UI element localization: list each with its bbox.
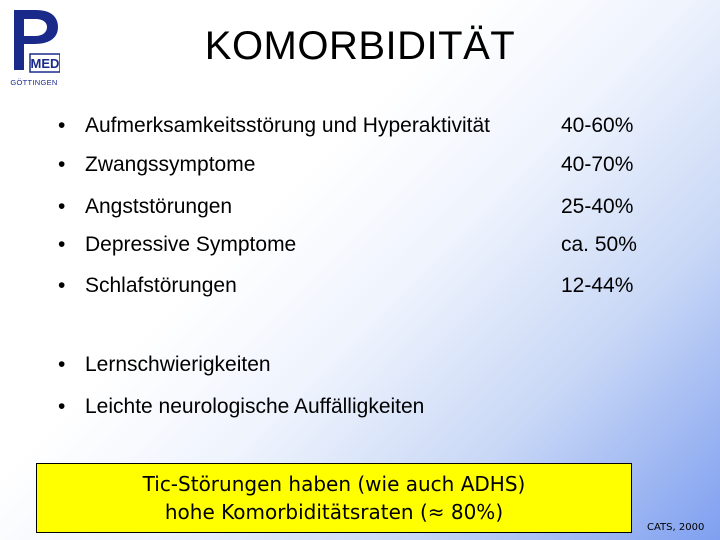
- item-value: ca. 50%: [561, 233, 637, 256]
- item-label: Depressive Symptome: [85, 233, 297, 256]
- footer-credit: CATS, 2000: [647, 522, 705, 533]
- bullet-icon: •: [58, 153, 66, 176]
- logo-caption: GÖTTINGEN: [10, 78, 58, 87]
- item-value: 25-40%: [561, 195, 634, 218]
- slide-title: KOMORBIDITÄT: [204, 24, 516, 68]
- item-label: Angststörungen: [85, 195, 233, 218]
- item-value: 40-70%: [561, 153, 634, 176]
- svg-text:MED: MED: [30, 56, 60, 71]
- item-label: Leichte neurologische Auffälligkeiten: [85, 395, 425, 418]
- highlight-box: [36, 463, 632, 533]
- bullet-icon: •: [58, 395, 66, 418]
- item-label: Schlafstörungen: [85, 274, 237, 297]
- item-label: Lernschwierigkeiten: [85, 353, 271, 376]
- item-label: Zwangssymptome: [85, 153, 256, 176]
- bullet-icon: •: [58, 353, 66, 376]
- item-value: 12-44%: [561, 274, 634, 297]
- highlight-line-2: hohe Komorbiditätsraten (≈ 80%): [164, 500, 504, 524]
- bullet-icon: •: [58, 233, 66, 256]
- bullet-icon: •: [58, 195, 66, 218]
- item-label: Aufmerksamkeitsstörung und Hyperaktivität: [85, 114, 490, 137]
- item-value: 40-60%: [561, 114, 634, 137]
- bullet-icon: •: [58, 114, 66, 137]
- highlight-line-1: Tic-Störungen haben (wie auch ADHS): [142, 472, 526, 496]
- bullet-icon: •: [58, 274, 66, 297]
